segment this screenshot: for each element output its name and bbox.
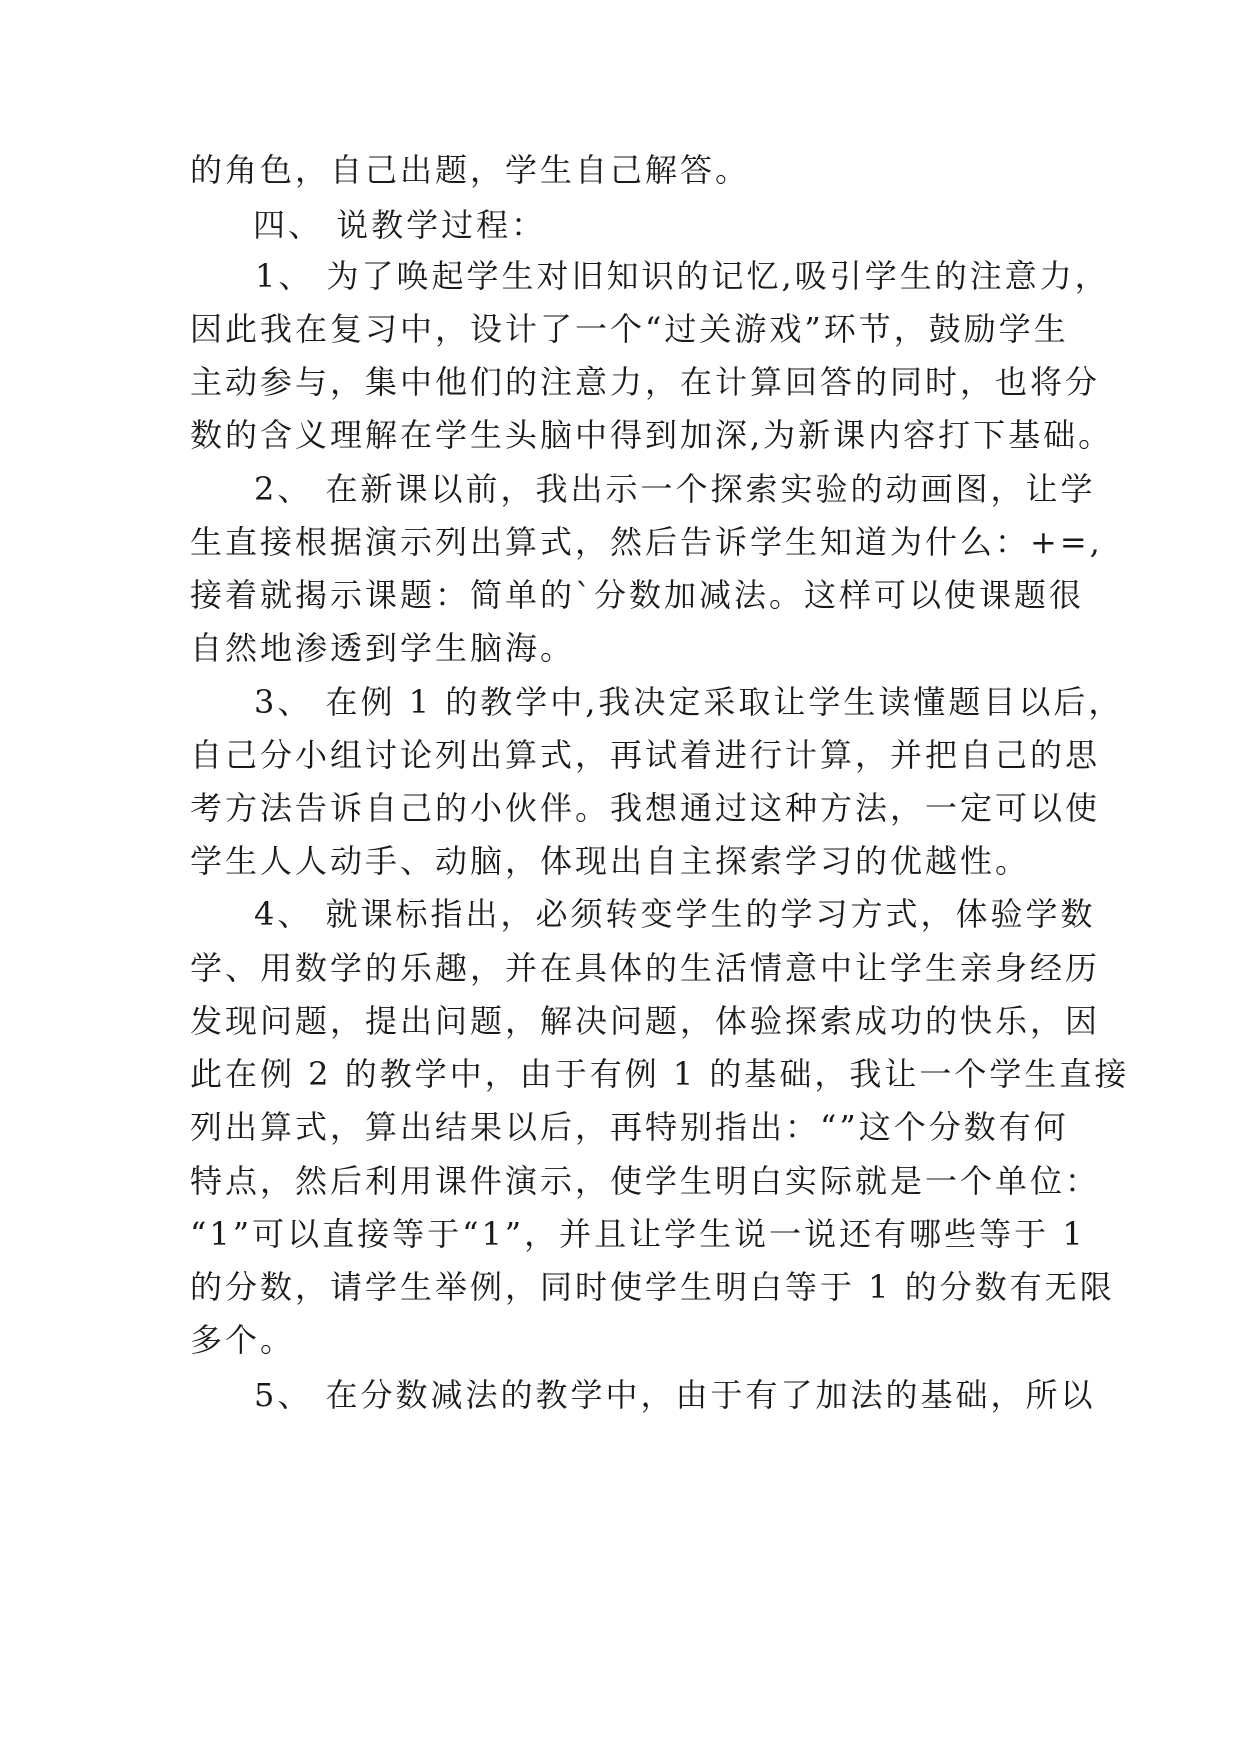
text-line-11: 3、 在例 1 的教学中,我决定采取让学生读懂题目以后，: [254, 683, 1124, 721]
text-line-18: 此在例 2 的教学中，由于有例 1 的基础，我让一个学生直接: [190, 1055, 1130, 1093]
text-line-6: 数的含义理解在学生头脑中得到加深,为新课内容打下基础。: [190, 416, 1114, 454]
text-line-8: 生直接根据演示列出算式，然后告诉学生知道为什么：+=,: [190, 523, 1103, 561]
text-line-4: 因此我在复习中，设计了一个“过关游戏”环节，鼓励学生: [190, 310, 1069, 348]
text-line-7: 2、 在新课以前，我出示一个探索实验的动画图，让学: [254, 470, 1096, 508]
text-line-5: 主动参与，集中他们的注意力，在计算回答的同时，也将分: [190, 363, 1101, 401]
text-line-21: “1”可以直接等于“1”，并且让学生说一说还有哪些等于 1: [190, 1215, 1086, 1253]
text-line-22: 的分数，请学生举例，同时使学生明白等于 1 的分数有无限: [190, 1268, 1115, 1306]
text-line-16: 学、用数学的乐趣，并在具体的生活情意中让学生亲身经历: [190, 949, 1101, 987]
text-line-9: 接着就揭示课题：简单的`分数加减法。这样可以使课题很: [190, 576, 1085, 614]
text-line-10: 自然地渗透到学生脑海。: [190, 629, 576, 667]
text-line-20: 特点，然后利用课件演示，使学生明白实际就是一个单位：: [190, 1162, 1101, 1200]
text-line-17: 发现问题，提出问题，解决问题，体验探索成功的快乐，因: [190, 1002, 1101, 1040]
text-line-24: 5、 在分数减法的教学中，由于有了加法的基础，所以: [254, 1376, 1096, 1414]
section-heading: 四、 说教学过程：: [253, 206, 547, 244]
text-line-1: 的角色，自己出题，学生自己解答。: [190, 151, 751, 189]
text-line-3: 1、 为了唤起学生对旧知识的记忆,吸引学生的注意力，: [255, 257, 1110, 295]
text-line-12: 自己分小组讨论列出算式，再试着进行计算，并把自己的思: [190, 736, 1101, 774]
text-line-14: 学生人人动手、动脑，体现出自主探索学习的优越性。: [190, 842, 1031, 880]
text-line-13: 考方法告诉自己的小伙伴。我想通过这种方法，一定可以使: [190, 789, 1101, 827]
text-line-15: 4、 就课标指出，必须转变学生的学习方式，体验学数: [254, 895, 1096, 933]
text-line-23: 多个。: [190, 1321, 296, 1359]
text-line-19: 列出算式，算出结果以后，再特别指出：“”这个分数有何: [190, 1108, 1069, 1146]
